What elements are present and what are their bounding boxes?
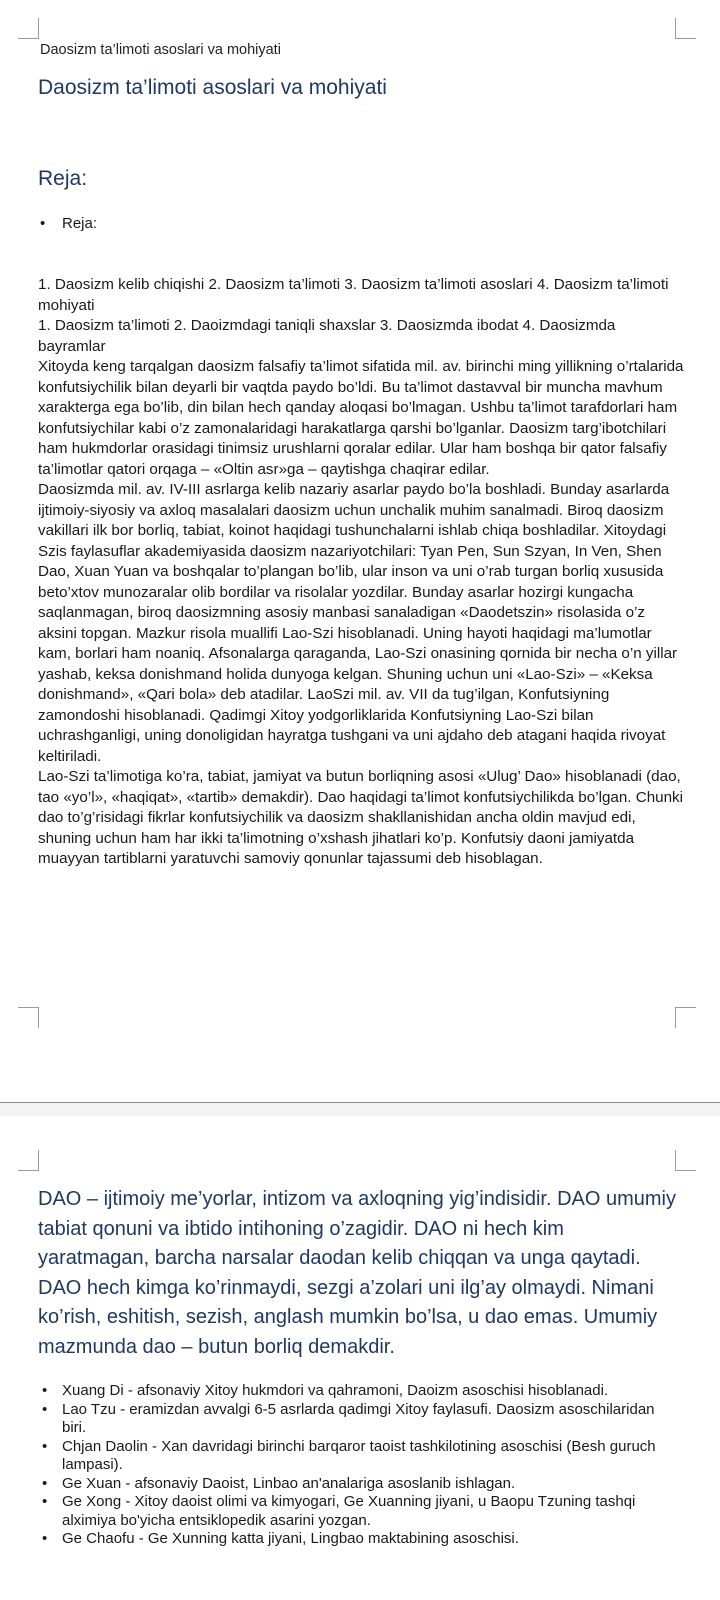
document-title[interactable]: Daosizm ta’limoti asoslari va mohiyati <box>38 76 387 99</box>
page-corner-mark <box>18 1150 39 1171</box>
paragraph[interactable]: Lao-Szi ta’limotiga ko’ra, tabiat, jamiyat va butun borliqning asosi «Ulug’ Dao» hisoblanadi (dao, tao «yo’l», «haqiqat», «tartib» demakdir). Dao haqidagi ta’limot konfutsiychilikda bo’lgan. Chunki dao to’g’risidagi fikrlar konfutsiychilik va daosizm shakllanishidan ancha oldin mavjud edi, shuning uchun ham har ikki ta’limotning o’xshash jihatlari ko’p. Konfutsiy daoni jamiyatda muayyan tartiblarni yaratuvchi samoviy qonunlar tajassumi deb hisoblagan. <box>38 768 684 867</box>
page-corner-mark <box>18 1007 39 1028</box>
dao-definition-text[interactable]: DAO – ijtimoiy me’yorlar, intizom va axloqning yig’indisidir. DAO umumiy tabiat qonuni va ibtido intihoning o’zagidir. DAO ni hech kim yaratmagan, barcha narsalar daodan kelib chiqqan va unga qaytadi. DAO hech kimga ko’rinmaydi, sezgi a’zolari uni ilg’ay olmaydi. Nimani ko’rish, eshitish, sezish, anglash mumkin bo’lsa, u dao emas. Umumiy mazmunda dao – butun borliq demakdir. <box>38 1188 676 1358</box>
list-item[interactable]: • Lao Tzu - eramizdan avvalgi 6-5 asrlarda qadimgi Xitoy faylasufi. Daosizm asoschilaridan biri. <box>38 1401 678 1438</box>
paragraph[interactable]: Xitoyda keng tarqalgan daosizm falsafiy ta’limot sifatida mil. av. birinchi ming yillikning o’rtalarida konfutsiychilik bilan deyarli bir vaqtda paydo bo’ldi. Bu ta’limot dastavval bir muncha mavhum xarakterga ega bo’lib, din bilan hech qanday aloqasi bo’lmagan. Ushbu ta’limot tarafdorlari ham konfutsiychilar kabi o’z zamonalaridagi harakatlarga qarshi bo’lganlar. Daosizm targ’ibotchilari ham hukmdorlar orasidagi tinimsiz urushlarni qoralar edilar. Ular ham boshqa bir qator falsafiy ta’limotlar qatori orqaga – «Oltin asr»ga – qaytishga chaqirar edilar. <box>38 358 684 478</box>
page-corner-mark <box>675 1150 696 1171</box>
list-item[interactable]: • Ge Chaofu - Ge Xunning katta jiyani, Lingbao maktabining asoschisi. <box>38 1530 678 1549</box>
reja-heading[interactable]: Reja: <box>38 167 88 190</box>
paragraph[interactable]: 1. Daosizm ta’limoti 2. Daoizmdagi taniqli shaxslar 3. Daosizmda ibodat 4. Daosizmda bayramlar <box>38 317 616 355</box>
list-item[interactable]: • Chjan Daolin - Xan davridagi birinchi barqaror taoist tashkilotining asoschisi (Besh guruch lampasi). <box>38 1438 678 1475</box>
page-corner-mark <box>18 18 39 39</box>
page-separator <box>0 1102 720 1117</box>
list-item[interactable]: • Ge Xong - Xitoy daoist olimi va kimyogari, Ge Xuanning jiyani, u Baopu Tzuning tashqi alximiya bo'yicha entsiklopedik asarini yozgan. <box>38 1493 678 1530</box>
page-header[interactable]: Daosizm ta’limoti asoslari va mohiyati <box>40 42 281 58</box>
document-page-2 <box>0 1116 720 1600</box>
figures-list <box>38 1382 678 1549</box>
body-text[interactable] <box>38 275 686 870</box>
page-corner-mark <box>675 18 696 39</box>
list-item[interactable]: • Xuang Di - afsonaviy Xitoy hukmdori va qahramoni, Daoizm asoschisi hisoblanadi. <box>38 1382 678 1401</box>
list-item[interactable]: • Ge Xuan - afsonaviy Daoist, Linbao an'analariga asoslanib ishlagan. <box>38 1475 678 1494</box>
paragraph[interactable]: 1. Daosizm kelib chiqishi 2. Daosizm ta’limoti 3. Daosizm ta’limoti asoslari 4. Daosizm ta’limoti mohiyati <box>38 276 669 314</box>
reja-bullet[interactable]: • Reja: <box>62 215 97 232</box>
paragraph[interactable]: Daosizmda mil. av. IV-III asrlarga kelib nazariy asarlar paydo bo’la boshladi. Bunday asarlarda ijtimoiy-siyosiy va axloq masalalari daosizm uchun unchalik muhim sanalmadi. Biroq daosizm vakillari ilk bor borliq, tabiat, koinot haqidagi tushunchalarni ishlab chiqa boshladilar. Xitoydagi Szis faylasuflar akademiyasida daosizm nazariyotchilari: Tyan Pen, Sun Szyan, In Ven, Shen Dao, Xuan Yuan va boshqalar to’plangan bo’lib, ular inson va uni o’rab turgan borliq xususida beto’xtov munozaralar olib bordilar va risolalar yozdilar. Bunday asarlar hozirgi kungacha saqlanmagan, biroq daosizmning asosiy manbasi sanaladigan «Daodetszin» risolasida o’z aksini topgan. Mazkur risola muallifi Lao-Szi hisoblanadi. Uning hayoti haqidagi ma’lumotlar kam, borlari ham noaniq. Afsonalarga qaraganda, Lao-Szi onasining qornida bir necha o’n yillar yashab, keksa donishmand holida dunyoga kelgan. Shuning uchun uni «Lao-Szi» – «Keksa donishmand», «Qari bola» deb atadilar. LaoSzi mil. av. VII da tug’ilgan, Konfutsiyning zamondoshi hisoblanadi. Qadimgi Xitoy yodgorliklarida Konfutsiyning Lao-Szi bilan uchrashganligi, uning donoligidan hayratga tushgani va uni ajdaho deb atagani haqida rivoyat keltiriladi. <box>38 481 678 765</box>
page-corner-mark <box>675 1007 696 1028</box>
